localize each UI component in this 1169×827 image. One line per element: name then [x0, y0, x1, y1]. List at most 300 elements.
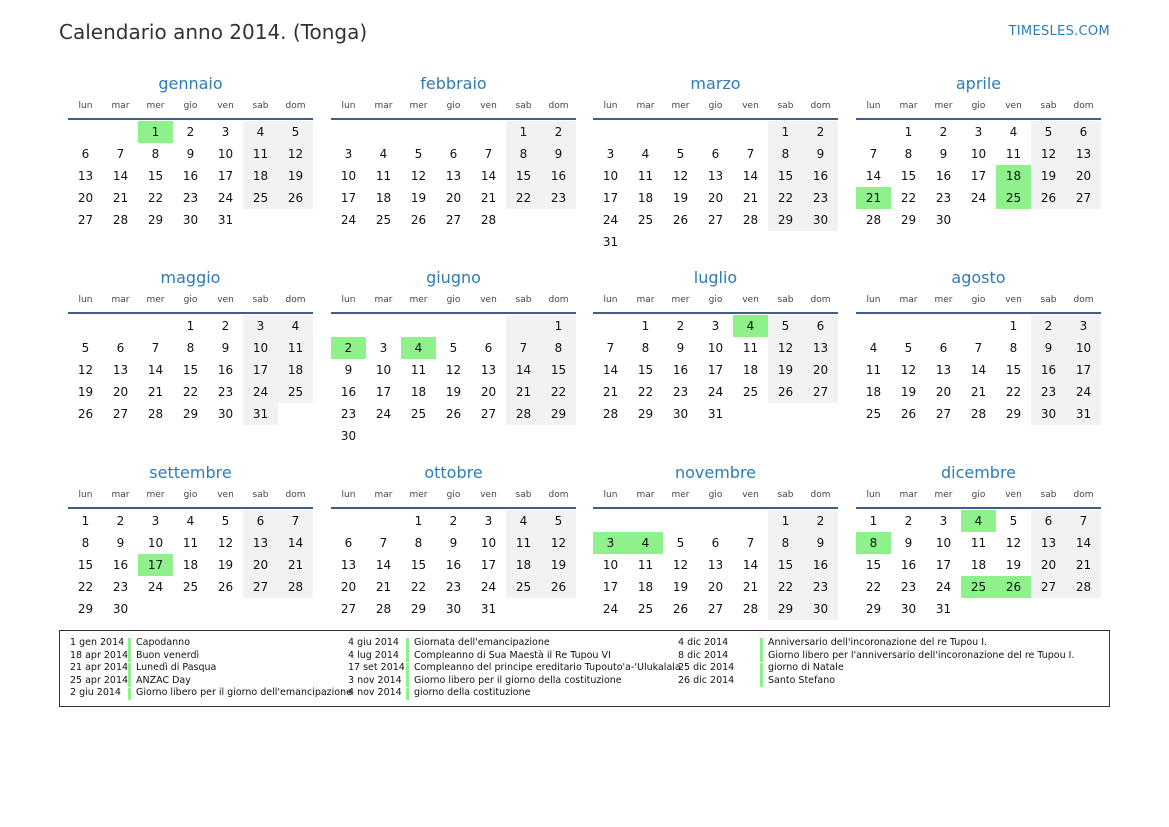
- day-cell[interactable]: 11: [506, 532, 541, 554]
- day-cell[interactable]: 10: [480, 536, 497, 550]
- day-cell[interactable]: 27: [77, 213, 94, 227]
- day-cell[interactable]: 21: [970, 385, 987, 399]
- day-cell[interactable]: 2: [1031, 315, 1066, 337]
- day-cell[interactable]: 29: [865, 602, 882, 616]
- day-cell[interactable]: 3: [974, 125, 983, 139]
- day-cell[interactable]: 30: [672, 407, 689, 421]
- day-cell[interactable]: 23: [803, 576, 838, 598]
- day-cell[interactable]: 18: [410, 385, 427, 399]
- day-cell[interactable]: 20: [112, 385, 129, 399]
- day-cell[interactable]: 6: [243, 510, 278, 532]
- day-cell[interactable]: 1: [81, 514, 90, 528]
- day-cell[interactable]: 17: [243, 359, 278, 381]
- day-cell[interactable]: 8: [768, 143, 803, 165]
- day-cell[interactable]: 16: [182, 169, 199, 183]
- day-cell[interactable]: 19: [77, 385, 94, 399]
- day-cell[interactable]: 5: [541, 510, 576, 532]
- day-cell[interactable]: 30: [217, 407, 234, 421]
- holiday-day-cell[interactable]: 4: [733, 315, 768, 337]
- day-cell[interactable]: 12: [541, 532, 576, 554]
- day-cell[interactable]: 16: [112, 558, 129, 572]
- day-cell[interactable]: 26: [672, 602, 689, 616]
- day-cell[interactable]: 29: [637, 407, 654, 421]
- day-cell[interactable]: 8: [81, 536, 90, 550]
- day-cell[interactable]: 30: [340, 429, 357, 443]
- day-cell[interactable]: 21: [602, 385, 619, 399]
- day-cell[interactable]: 12: [445, 363, 462, 377]
- holiday-day-cell[interactable]: 4: [401, 337, 436, 359]
- day-cell[interactable]: 26: [278, 187, 313, 209]
- day-cell[interactable]: 14: [865, 169, 882, 183]
- day-cell[interactable]: 13: [77, 169, 94, 183]
- day-cell[interactable]: 25: [375, 213, 392, 227]
- day-cell[interactable]: 23: [935, 191, 952, 205]
- day-cell[interactable]: 23: [672, 385, 689, 399]
- day-cell[interactable]: 27: [935, 407, 952, 421]
- day-cell[interactable]: 2: [803, 121, 838, 143]
- day-cell[interactable]: 12: [217, 536, 234, 550]
- day-cell[interactable]: 19: [1005, 558, 1022, 572]
- day-cell[interactable]: 29: [147, 213, 164, 227]
- day-cell[interactable]: 5: [1031, 121, 1066, 143]
- day-cell[interactable]: 15: [182, 363, 199, 377]
- day-cell[interactable]: 28: [742, 213, 759, 227]
- day-cell[interactable]: 31: [480, 602, 497, 616]
- day-cell[interactable]: 4: [379, 147, 388, 161]
- day-cell[interactable]: 19: [1031, 165, 1066, 187]
- day-cell[interactable]: 3: [344, 147, 353, 161]
- day-cell[interactable]: 20: [1066, 165, 1101, 187]
- day-cell[interactable]: 22: [77, 580, 94, 594]
- day-cell[interactable]: 29: [410, 602, 427, 616]
- day-cell[interactable]: 7: [379, 536, 388, 550]
- day-cell[interactable]: 15: [865, 558, 882, 572]
- day-cell[interactable]: 27: [1031, 576, 1066, 598]
- day-cell[interactable]: 21: [742, 191, 759, 205]
- day-cell[interactable]: 16: [445, 558, 462, 572]
- day-cell[interactable]: 19: [768, 359, 803, 381]
- holiday-day-cell[interactable]: 3: [593, 532, 628, 554]
- day-cell[interactable]: 15: [637, 363, 654, 377]
- day-cell[interactable]: 20: [707, 191, 724, 205]
- day-cell[interactable]: 22: [768, 576, 803, 598]
- day-cell[interactable]: 14: [278, 532, 313, 554]
- day-cell[interactable]: 28: [1066, 576, 1101, 598]
- day-cell[interactable]: 23: [541, 187, 576, 209]
- day-cell[interactable]: 27: [112, 407, 129, 421]
- day-cell[interactable]: 7: [746, 147, 755, 161]
- day-cell[interactable]: 24: [340, 213, 357, 227]
- day-cell[interactable]: 17: [375, 385, 392, 399]
- day-cell[interactable]: 11: [637, 169, 654, 183]
- day-cell[interactable]: 15: [768, 554, 803, 576]
- day-cell[interactable]: 26: [672, 213, 689, 227]
- brand-link[interactable]: TIMESLES.COM: [1008, 24, 1110, 39]
- day-cell[interactable]: 30: [182, 213, 199, 227]
- day-cell[interactable]: 28: [147, 407, 164, 421]
- day-cell[interactable]: 11: [865, 363, 882, 377]
- day-cell[interactable]: 24: [243, 381, 278, 403]
- day-cell[interactable]: 10: [602, 558, 619, 572]
- day-cell[interactable]: 13: [803, 337, 838, 359]
- day-cell[interactable]: 10: [970, 147, 987, 161]
- day-cell[interactable]: 18: [637, 191, 654, 205]
- day-cell[interactable]: 16: [541, 165, 576, 187]
- day-cell[interactable]: 12: [900, 363, 917, 377]
- day-cell[interactable]: 26: [445, 407, 462, 421]
- day-cell[interactable]: 13: [707, 558, 724, 572]
- day-cell[interactable]: 8: [641, 341, 650, 355]
- day-cell[interactable]: 20: [480, 385, 497, 399]
- day-cell[interactable]: 28: [112, 213, 129, 227]
- holiday-day-cell[interactable]: 21: [856, 187, 891, 209]
- day-cell[interactable]: 2: [116, 514, 125, 528]
- day-cell[interactable]: 25: [182, 580, 199, 594]
- day-cell[interactable]: 8: [186, 341, 195, 355]
- day-cell[interactable]: 6: [344, 536, 353, 550]
- day-cell[interactable]: 16: [900, 558, 917, 572]
- day-cell[interactable]: 12: [278, 143, 313, 165]
- day-cell[interactable]: 21: [112, 191, 129, 205]
- day-cell[interactable]: 21: [742, 580, 759, 594]
- day-cell[interactable]: 18: [243, 165, 278, 187]
- day-cell[interactable]: 31: [217, 213, 234, 227]
- day-cell[interactable]: 19: [445, 385, 462, 399]
- day-cell[interactable]: 6: [1031, 510, 1066, 532]
- holiday-day-cell[interactable]: 17: [138, 554, 173, 576]
- day-cell[interactable]: 10: [243, 337, 278, 359]
- day-cell[interactable]: 4: [506, 510, 541, 532]
- day-cell[interactable]: 5: [768, 315, 803, 337]
- day-cell[interactable]: 4: [278, 315, 313, 337]
- day-cell[interactable]: 5: [676, 147, 685, 161]
- day-cell[interactable]: 30: [803, 209, 838, 231]
- day-cell[interactable]: 22: [865, 580, 882, 594]
- day-cell[interactable]: 1: [186, 319, 195, 333]
- holiday-day-cell[interactable]: 25: [961, 576, 996, 598]
- day-cell[interactable]: 22: [182, 385, 199, 399]
- day-cell[interactable]: 20: [340, 580, 357, 594]
- day-cell[interactable]: 7: [974, 341, 983, 355]
- day-cell[interactable]: 14: [602, 363, 619, 377]
- day-cell[interactable]: 15: [506, 165, 541, 187]
- day-cell[interactable]: 11: [970, 536, 987, 550]
- day-cell[interactable]: 14: [480, 169, 497, 183]
- holiday-day-cell[interactable]: 8: [856, 532, 891, 554]
- day-cell[interactable]: 6: [711, 147, 720, 161]
- day-cell[interactable]: 16: [803, 554, 838, 576]
- day-cell[interactable]: 13: [707, 169, 724, 183]
- day-cell[interactable]: 19: [541, 554, 576, 576]
- day-cell[interactable]: 2: [541, 121, 576, 143]
- day-cell[interactable]: 12: [77, 363, 94, 377]
- day-cell[interactable]: 23: [112, 580, 129, 594]
- day-cell[interactable]: 28: [278, 576, 313, 598]
- day-cell[interactable]: 10: [707, 341, 724, 355]
- day-cell[interactable]: 27: [340, 602, 357, 616]
- day-cell[interactable]: 7: [1066, 510, 1101, 532]
- day-cell[interactable]: 20: [77, 191, 94, 205]
- day-cell[interactable]: 25: [865, 407, 882, 421]
- day-cell[interactable]: 12: [1031, 143, 1066, 165]
- day-cell[interactable]: 28: [865, 213, 882, 227]
- day-cell[interactable]: 26: [217, 580, 234, 594]
- day-cell[interactable]: 15: [541, 359, 576, 381]
- day-cell[interactable]: 3: [484, 514, 493, 528]
- day-cell[interactable]: 18: [970, 558, 987, 572]
- day-cell[interactable]: 18: [742, 363, 759, 377]
- day-cell[interactable]: 20: [935, 385, 952, 399]
- day-cell[interactable]: 20: [445, 191, 462, 205]
- day-cell[interactable]: 2: [904, 514, 913, 528]
- day-cell[interactable]: 17: [935, 558, 952, 572]
- day-cell[interactable]: 25: [410, 407, 427, 421]
- day-cell[interactable]: 24: [970, 191, 987, 205]
- day-cell[interactable]: 6: [711, 536, 720, 550]
- day-cell[interactable]: 14: [375, 558, 392, 572]
- day-cell[interactable]: 28: [742, 602, 759, 616]
- day-cell[interactable]: 22: [410, 580, 427, 594]
- day-cell[interactable]: 29: [541, 403, 576, 425]
- day-cell[interactable]: 11: [182, 536, 199, 550]
- day-cell[interactable]: 5: [414, 147, 423, 161]
- day-cell[interactable]: 7: [484, 147, 493, 161]
- day-cell[interactable]: 4: [641, 147, 650, 161]
- day-cell[interactable]: 27: [803, 381, 838, 403]
- day-cell[interactable]: 30: [445, 602, 462, 616]
- day-cell[interactable]: 9: [803, 143, 838, 165]
- day-cell[interactable]: 13: [445, 169, 462, 183]
- day-cell[interactable]: 27: [243, 576, 278, 598]
- day-cell[interactable]: 9: [1031, 337, 1066, 359]
- day-cell[interactable]: 14: [742, 558, 759, 572]
- day-cell[interactable]: 24: [217, 191, 234, 205]
- day-cell[interactable]: 29: [182, 407, 199, 421]
- holiday-day-cell[interactable]: 26: [996, 576, 1031, 598]
- day-cell[interactable]: 5: [81, 341, 90, 355]
- day-cell[interactable]: 7: [278, 510, 313, 532]
- day-cell[interactable]: 3: [939, 514, 948, 528]
- day-cell[interactable]: 23: [1031, 381, 1066, 403]
- day-cell[interactable]: 5: [221, 514, 230, 528]
- day-cell[interactable]: 5: [904, 341, 913, 355]
- day-cell[interactable]: 28: [506, 403, 541, 425]
- day-cell[interactable]: 27: [1066, 187, 1101, 209]
- day-cell[interactable]: 10: [147, 536, 164, 550]
- day-cell[interactable]: 9: [449, 536, 458, 550]
- day-cell[interactable]: 19: [217, 558, 234, 572]
- holiday-day-cell[interactable]: 18: [996, 165, 1031, 187]
- day-cell[interactable]: 8: [541, 337, 576, 359]
- day-cell[interactable]: 27: [707, 602, 724, 616]
- day-cell[interactable]: 14: [1066, 532, 1101, 554]
- day-cell[interactable]: 26: [410, 213, 427, 227]
- day-cell[interactable]: 17: [602, 191, 619, 205]
- day-cell[interactable]: 23: [217, 385, 234, 399]
- day-cell[interactable]: 13: [243, 532, 278, 554]
- day-cell[interactable]: 15: [410, 558, 427, 572]
- day-cell[interactable]: 17: [340, 191, 357, 205]
- day-cell[interactable]: 25: [278, 381, 313, 403]
- day-cell[interactable]: 29: [768, 209, 803, 231]
- day-cell[interactable]: 1: [414, 514, 423, 528]
- day-cell[interactable]: 15: [768, 165, 803, 187]
- day-cell[interactable]: 18: [506, 554, 541, 576]
- day-cell[interactable]: 20: [707, 580, 724, 594]
- day-cell[interactable]: 12: [672, 558, 689, 572]
- day-cell[interactable]: 26: [1031, 187, 1066, 209]
- day-cell[interactable]: 9: [186, 147, 195, 161]
- day-cell[interactable]: 12: [1005, 536, 1022, 550]
- day-cell[interactable]: 20: [243, 554, 278, 576]
- day-cell[interactable]: 19: [410, 191, 427, 205]
- day-cell[interactable]: 19: [900, 385, 917, 399]
- day-cell[interactable]: 20: [803, 359, 838, 381]
- day-cell[interactable]: 24: [1066, 381, 1101, 403]
- day-cell[interactable]: 31: [602, 235, 619, 249]
- day-cell[interactable]: 16: [217, 363, 234, 377]
- day-cell[interactable]: 24: [480, 580, 497, 594]
- day-cell[interactable]: 13: [935, 363, 952, 377]
- day-cell[interactable]: 22: [768, 187, 803, 209]
- day-cell[interactable]: 10: [935, 536, 952, 550]
- day-cell[interactable]: 3: [221, 125, 230, 139]
- day-cell[interactable]: 8: [768, 532, 803, 554]
- holiday-day-cell[interactable]: 1: [138, 121, 173, 143]
- day-cell[interactable]: 28: [970, 407, 987, 421]
- day-cell[interactable]: 16: [340, 385, 357, 399]
- day-cell[interactable]: 24: [707, 385, 724, 399]
- day-cell[interactable]: 14: [742, 169, 759, 183]
- day-cell[interactable]: 29: [1005, 407, 1022, 421]
- day-cell[interactable]: 23: [803, 187, 838, 209]
- day-cell[interactable]: 1: [641, 319, 650, 333]
- day-cell[interactable]: 16: [1031, 359, 1066, 381]
- day-cell[interactable]: 7: [151, 341, 160, 355]
- day-cell[interactable]: 13: [1031, 532, 1066, 554]
- day-cell[interactable]: 24: [935, 580, 952, 594]
- day-cell[interactable]: 3: [151, 514, 160, 528]
- holiday-day-cell[interactable]: 4: [628, 532, 663, 554]
- day-cell[interactable]: 19: [278, 165, 313, 187]
- day-cell[interactable]: 13: [340, 558, 357, 572]
- day-cell[interactable]: 1: [1009, 319, 1018, 333]
- day-cell[interactable]: 29: [77, 602, 94, 616]
- day-cell[interactable]: 19: [672, 191, 689, 205]
- day-cell[interactable]: 9: [116, 536, 125, 550]
- day-cell[interactable]: 18: [278, 359, 313, 381]
- day-cell[interactable]: 13: [480, 363, 497, 377]
- day-cell[interactable]: 2: [939, 125, 948, 139]
- day-cell[interactable]: 27: [707, 213, 724, 227]
- day-cell[interactable]: 12: [410, 169, 427, 183]
- day-cell[interactable]: 8: [414, 536, 423, 550]
- day-cell[interactable]: 19: [672, 580, 689, 594]
- day-cell[interactable]: 17: [707, 363, 724, 377]
- day-cell[interactable]: 6: [81, 147, 90, 161]
- day-cell[interactable]: 4: [869, 341, 878, 355]
- day-cell[interactable]: 2: [803, 510, 838, 532]
- day-cell[interactable]: 11: [410, 363, 427, 377]
- day-cell[interactable]: 25: [243, 187, 278, 209]
- day-cell[interactable]: 26: [77, 407, 94, 421]
- day-cell[interactable]: 31: [935, 602, 952, 616]
- day-cell[interactable]: 21: [278, 554, 313, 576]
- day-cell[interactable]: 2: [221, 319, 230, 333]
- day-cell[interactable]: 1: [506, 121, 541, 143]
- day-cell[interactable]: 24: [602, 602, 619, 616]
- day-cell[interactable]: 13: [112, 363, 129, 377]
- day-cell[interactable]: 3: [1066, 315, 1101, 337]
- day-cell[interactable]: 8: [904, 147, 913, 161]
- holiday-day-cell[interactable]: 4: [961, 510, 996, 532]
- day-cell[interactable]: 22: [147, 191, 164, 205]
- day-cell[interactable]: 10: [375, 363, 392, 377]
- day-cell[interactable]: 11: [1005, 147, 1022, 161]
- day-cell[interactable]: 1: [869, 514, 878, 528]
- day-cell[interactable]: 10: [340, 169, 357, 183]
- day-cell[interactable]: 22: [900, 191, 917, 205]
- holiday-day-cell[interactable]: 25: [996, 187, 1031, 209]
- day-cell[interactable]: 31: [1066, 403, 1101, 425]
- day-cell[interactable]: 17: [480, 558, 497, 572]
- day-cell[interactable]: 4: [186, 514, 195, 528]
- day-cell[interactable]: 21: [1066, 554, 1101, 576]
- day-cell[interactable]: 6: [116, 341, 125, 355]
- day-cell[interactable]: 7: [116, 147, 125, 161]
- day-cell[interactable]: 6: [803, 315, 838, 337]
- day-cell[interactable]: 8: [506, 143, 541, 165]
- day-cell[interactable]: 27: [445, 213, 462, 227]
- day-cell[interactable]: 16: [672, 363, 689, 377]
- day-cell[interactable]: 9: [344, 363, 353, 377]
- day-cell[interactable]: 22: [506, 187, 541, 209]
- day-cell[interactable]: 28: [602, 407, 619, 421]
- day-cell[interactable]: 12: [672, 169, 689, 183]
- day-cell[interactable]: 30: [803, 598, 838, 620]
- day-cell[interactable]: 7: [746, 536, 755, 550]
- day-cell[interactable]: 25: [742, 385, 759, 399]
- day-cell[interactable]: 5: [449, 341, 458, 355]
- day-cell[interactable]: 6: [939, 341, 948, 355]
- day-cell[interactable]: 3: [606, 147, 615, 161]
- day-cell[interactable]: 1: [904, 125, 913, 139]
- day-cell[interactable]: 29: [768, 598, 803, 620]
- day-cell[interactable]: 8: [1009, 341, 1018, 355]
- day-cell[interactable]: 9: [939, 147, 948, 161]
- day-cell[interactable]: 26: [768, 381, 803, 403]
- day-cell[interactable]: 14: [970, 363, 987, 377]
- day-cell[interactable]: 5: [676, 536, 685, 550]
- day-cell[interactable]: 23: [445, 580, 462, 594]
- day-cell[interactable]: 30: [1031, 403, 1066, 425]
- holiday-day-cell[interactable]: 2: [331, 337, 366, 359]
- day-cell[interactable]: 5: [1009, 514, 1018, 528]
- day-cell[interactable]: 11: [637, 558, 654, 572]
- day-cell[interactable]: 21: [147, 385, 164, 399]
- day-cell[interactable]: 17: [970, 169, 987, 183]
- day-cell[interactable]: 21: [506, 381, 541, 403]
- day-cell[interactable]: 11: [243, 143, 278, 165]
- day-cell[interactable]: 14: [506, 359, 541, 381]
- day-cell[interactable]: 21: [480, 191, 497, 205]
- day-cell[interactable]: 18: [182, 558, 199, 572]
- day-cell[interactable]: 17: [602, 580, 619, 594]
- day-cell[interactable]: 16: [803, 165, 838, 187]
- day-cell[interactable]: 26: [541, 576, 576, 598]
- day-cell[interactable]: 13: [1066, 143, 1101, 165]
- day-cell[interactable]: 22: [541, 381, 576, 403]
